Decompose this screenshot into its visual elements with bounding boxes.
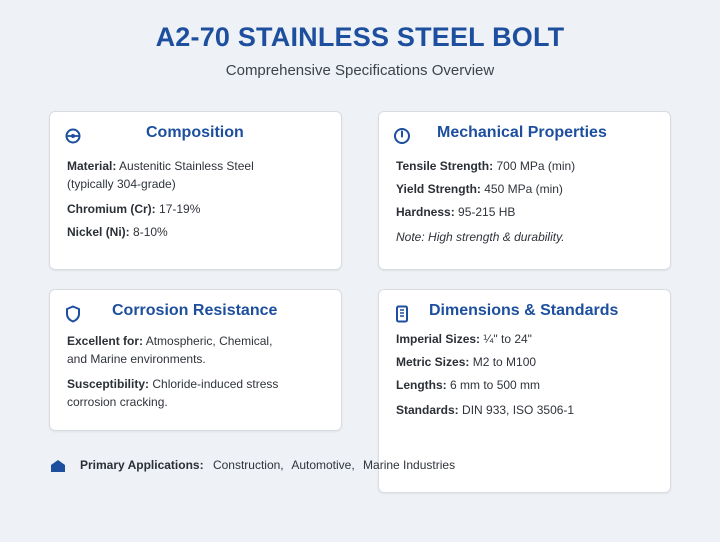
tensile-label: Tensile Strength: xyxy=(396,159,494,173)
metric-value: M2 to M100 xyxy=(472,355,537,369)
material-value: Austenitic Stainless Steel xyxy=(119,159,254,173)
imperial-label: Imperial Sizes: xyxy=(396,332,481,346)
susceptibility-label: Susceptibility: xyxy=(67,377,150,391)
page-title: A2-70 STAINLESS STEEL BOLT xyxy=(155,22,565,52)
lengths-value: 6 mm to 500 mm xyxy=(450,378,541,392)
mechanical-title: Mechanical Properties xyxy=(437,124,607,141)
material-value-2: (typically 304-grade) xyxy=(67,177,176,191)
dimensions-title: Dimensions & Standards xyxy=(429,302,619,319)
excellent-value: Atmospheric, Chemical, xyxy=(145,334,273,348)
hardness-label: Hardness: xyxy=(396,205,455,219)
chromium-label: Chromium (Cr): xyxy=(67,202,156,216)
atom-icon xyxy=(64,127,82,145)
hardness-value: 95-215 HB xyxy=(458,205,516,219)
application-item: Construction, xyxy=(212,458,284,472)
ruler-icon xyxy=(393,305,411,323)
metric-label: Metric Sizes: xyxy=(396,355,470,369)
note-value: High strength & durability. xyxy=(428,230,565,244)
page-subtitle: Comprehensive Specifications Overview xyxy=(225,62,495,79)
composition-title: Composition xyxy=(146,124,244,141)
application-item: Automotive, xyxy=(291,458,355,472)
application-item: Marine Industries xyxy=(363,458,456,472)
susceptibility-value: Chloride-induced stress xyxy=(152,377,279,391)
mechanical-card xyxy=(378,111,671,270)
nickel-value: 8-10% xyxy=(133,225,168,239)
corrosion-title: Corrosion Resistance xyxy=(112,302,278,319)
chromium-value: 17-19% xyxy=(159,202,201,216)
standards-value: DIN 933, ISO 3506-1 xyxy=(462,403,575,417)
susceptibility-value-2: corrosion cracking. xyxy=(67,395,168,409)
composition-card xyxy=(49,111,342,270)
excellent-label: Excellent for: xyxy=(67,334,144,348)
excellent-value-2: and Marine environments. xyxy=(67,352,206,366)
imperial-value: ¼" to 24" xyxy=(483,332,532,346)
shield-icon xyxy=(64,305,82,323)
material-label: Material: xyxy=(67,159,117,173)
factory-icon xyxy=(49,457,67,473)
yield-value: 450 MPa (min) xyxy=(484,182,563,196)
yield-label: Yield Strength: xyxy=(396,182,481,196)
nickel-label: Nickel (Ni): xyxy=(67,225,130,239)
standards-label: Standards: xyxy=(396,403,459,417)
note-label: Note: xyxy=(396,230,425,244)
tensile-value: 700 MPa (min) xyxy=(496,159,576,173)
applications-label: Primary Applications: xyxy=(80,458,204,472)
lengths-label: Lengths: xyxy=(396,378,447,392)
corrosion-card xyxy=(49,289,342,431)
gauge-icon xyxy=(393,127,411,145)
